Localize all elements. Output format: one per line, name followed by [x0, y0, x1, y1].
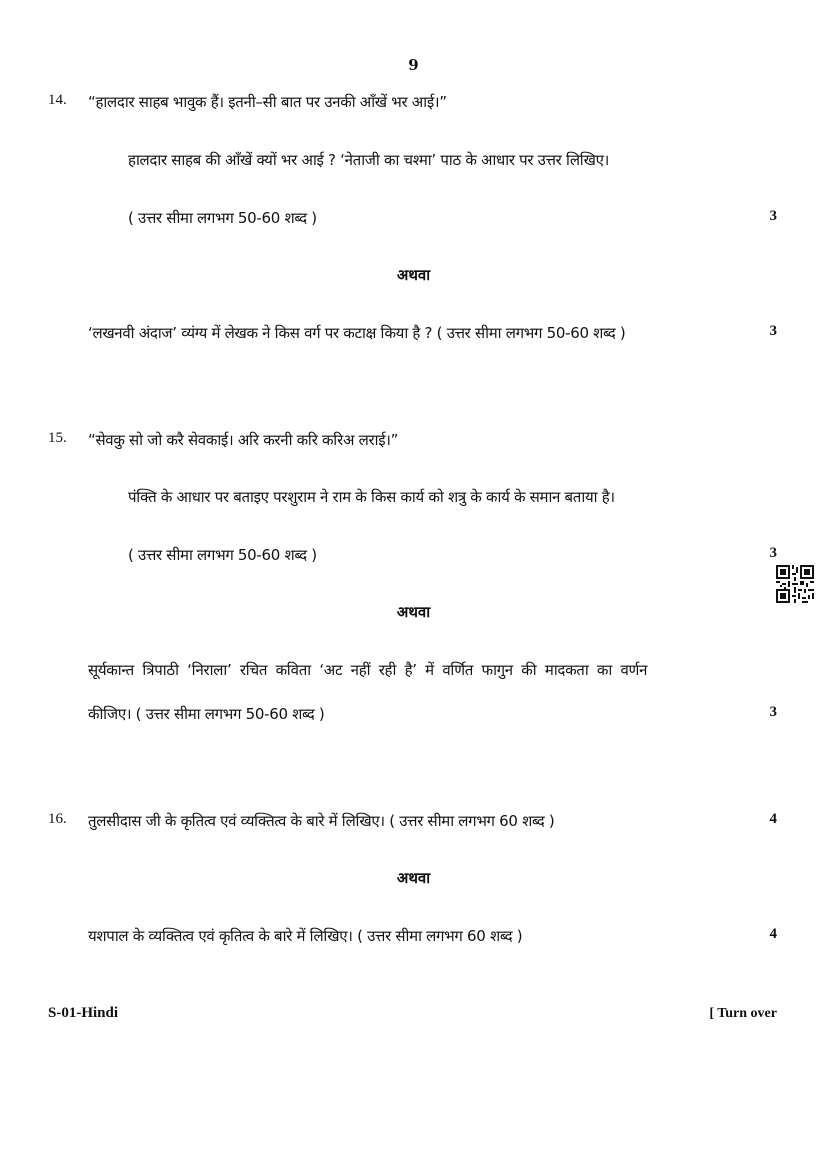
question-15-or: अथवा	[396, 603, 431, 621]
question-15-alt-text-line2: कीजिए। ( उत्तर सीमा लगभग 50-60 शब्द )	[88, 705, 325, 723]
footer-turn-over: [ Turn over	[709, 1006, 777, 1021]
qr-code-icon	[776, 565, 814, 603]
question-15-text: पंक्ति के आधार पर बताइए परशुराम ने राम के किस कार्य को शत्रु के कार्य के समान बताया है।	[128, 488, 615, 506]
question-16-number: 16.	[48, 811, 67, 827]
page-number: 9	[408, 56, 419, 74]
question-15-number: 15.	[48, 430, 67, 446]
question-15-quote: “सेवकु सो जो करै सेवकाई। अरि करनी करि करिअ लराई।”	[88, 431, 399, 449]
question-15-alt-text-line1: सूर्यकान्त त्रिपाठी ‘निराला’ रचित कविता ‘अट नहीं रही है’ में वर्णित फागुन की मादकता का वर्णन	[88, 661, 648, 679]
question-14-number: 14.	[48, 92, 67, 108]
question-15-limit: ( उत्तर सीमा लगभग 50-60 शब्द )	[128, 546, 317, 564]
question-14-alt-text: ‘लखनवी अंदाज’ व्यंग्य में लेखक ने किस वर्ग पर कटाक्ष किया है ? ( उत्तर सीमा लगभग 50-60 शब्द )	[88, 324, 626, 342]
question-15-alt-marks: 3	[769, 704, 777, 720]
question-15-marks: 3	[769, 545, 777, 561]
question-14-quote: “हालदार साहब भावुक हैं। इतनी–सी बात पर उनकी आँखें भर आई।”	[88, 93, 447, 111]
question-16-alt-marks: 4	[769, 926, 777, 942]
footer-paper-code: S-01-Hindi	[48, 1005, 119, 1021]
question-14-marks: 3	[769, 208, 777, 224]
question-16-alt-text: यशपाल के व्यक्तित्व एवं कृतित्व के बारे में लिखिए। ( उत्तर सीमा लगभग 60 शब्द )	[88, 927, 523, 945]
question-14-alt-marks: 3	[769, 323, 777, 339]
question-14-text: हालदार साहब की आँखें क्यों भर आई ? ‘नेताजी का चश्मा’ पाठ के आधार पर उत्तर लिखिए।	[128, 151, 609, 169]
question-16-or: अथवा	[396, 869, 431, 887]
question-16-text: तुलसीदास जी के कृतित्व एवं व्यक्तित्व के बारे में लिखिए। ( उत्तर सीमा लगभग 60 शब्द )	[88, 812, 555, 830]
question-14-limit: ( उत्तर सीमा लगभग 50-60 शब्द )	[128, 209, 317, 227]
question-14-or: अथवा	[396, 266, 431, 284]
question-16-marks: 4	[769, 811, 777, 827]
